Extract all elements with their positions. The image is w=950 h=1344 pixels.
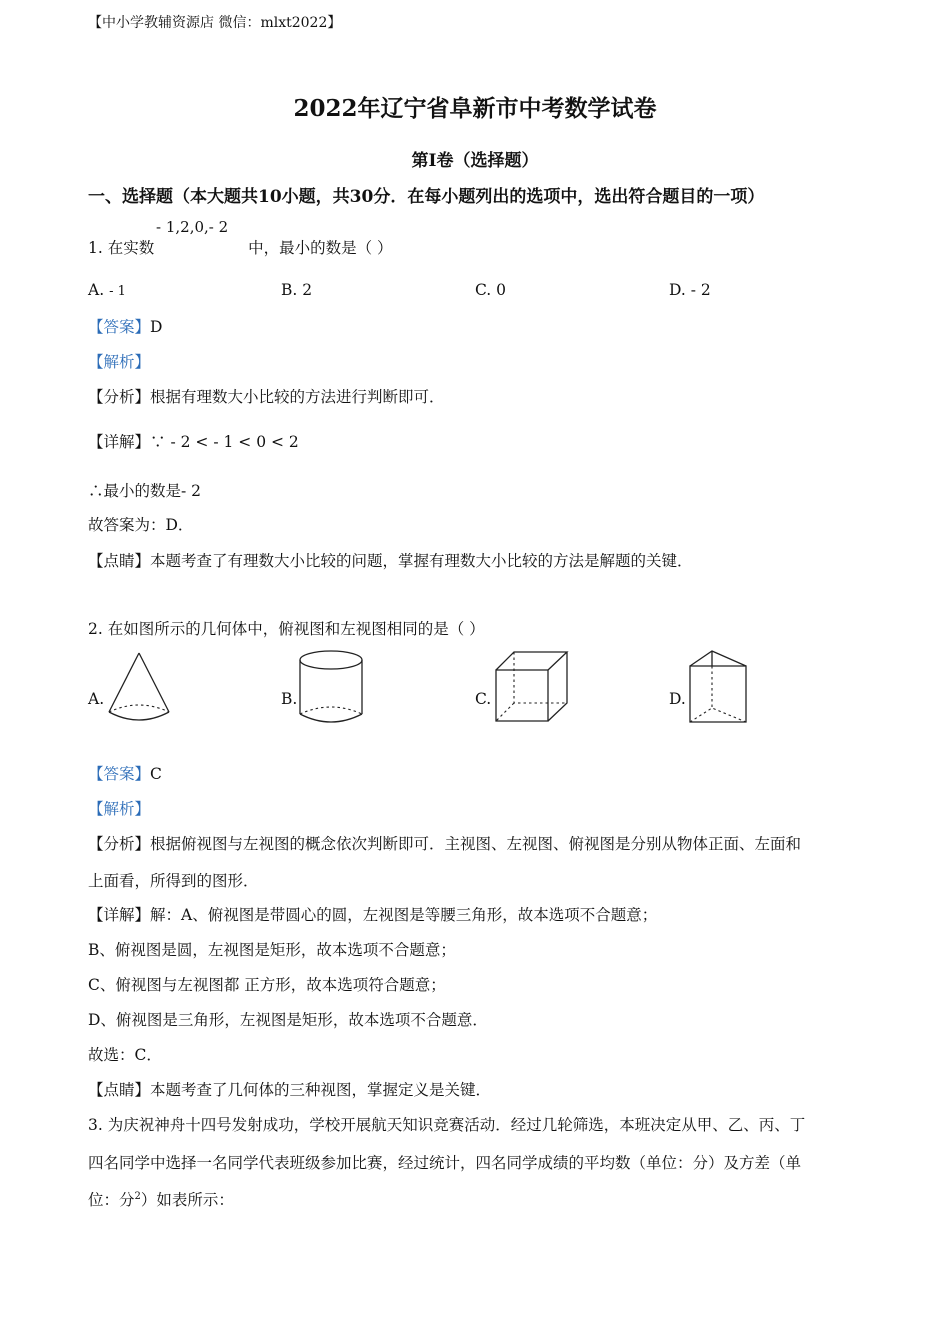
q2-option-a-label: A. [88,690,105,708]
q2-analysis-tag: 【解析】 [88,800,151,818]
q1-therefore [88,479,201,501]
q1-answer-tag: 【答案】 [88,318,151,336]
q2-detail-tag: 【详解】 [88,906,151,924]
q1-option-d-value: - 2 [690,281,711,299]
q2-answer-value: C [150,765,162,783]
cube-icon [492,649,572,725]
q2-conclusion: 故选：C． [88,1046,162,1064]
q1-option-d [669,281,711,299]
q2-detail-d: D、俯视图是三角形，左视图是矩形，故本选项不合题意． [88,1011,488,1029]
volume-subtitle: 第I卷（选择题） [411,151,539,171]
q1-suffix: 中，最小的数是（ ） [248,239,393,257]
q3-line3-pre: 位：分 [88,1191,135,1209]
q1-analysis-tag: 【解析】 [88,353,151,371]
q2-detail-c: C、俯视图与左视图都 正方形，故本选项符合题意； [88,976,446,994]
cone-icon [104,650,176,724]
q2-detail-a-text: 解：A、俯视图是带圆心的圆，左视图是等腰三角形，故本选项不合题意； [150,906,658,924]
q1-comment [88,549,693,571]
q2-stem: 2. 在如图所示的几何体中，俯视图和左视图相同的是（ ） [88,620,485,638]
q1-fenxi-tag: 【分析】 [88,388,151,406]
q2-comment [88,1078,491,1100]
q1-fenxi [88,385,445,407]
q1-answer [88,315,162,337]
q1-prefix: 1. 在实数 [88,239,155,257]
q1-option-b-label: B. [281,281,298,299]
q1-option-b [281,281,312,299]
q2-detail-b: B、俯视图是圆，左视图是矩形，故本选项不合题意； [88,941,456,959]
q1-comment-text: 本题考查了有理数大小比较的问题，掌握有理数大小比较的方法是解题的关键． [150,552,693,570]
q1-detail-tag: 【详解】 [88,433,151,451]
q1-option-b-value: 2 [302,281,313,299]
header-note: 【中小学教辅资源店 微信：mlxt2022】 [88,15,342,31]
q1-fenxi-text: 根据有理数大小比较的方法进行判断即可． [150,388,445,406]
q2-answer [88,762,162,784]
q3-line1: 3. 为庆祝神舟十四号发射成功，学校开展航天知识竞赛活动．经过几轮筛选，本班决定从甲、乙、丙、丁 [88,1116,806,1134]
q1-comment-tag: 【点睛】 [88,552,151,570]
q1-option-a-value: - 1 [109,284,126,299]
q3-line3-post: ）如表所示： [140,1191,234,1209]
q3-line3-sup: 2 [134,1190,141,1202]
cylinder-icon [297,648,369,726]
q1-option-c-label: C. [475,281,492,299]
section-heading: 一、选择题（本大题共10小题，共30分．在每小题列出的选项中，选出符合题目的一项） [88,187,765,207]
q1-stem [88,236,393,258]
q2-fenxi-text1: 根据俯视图与左视图的概念依次判断即可．主视图、左视图、俯视图是分别从物体正面、左面和 [150,835,802,853]
q3-line2: 四名同学中选择一名同学代表班级参加比赛，经过统计，四名同学成绩的平均数（单位：分）及方差（单 [88,1154,802,1172]
q1-conclusion: 故答案为：D． [88,516,194,534]
q1-numbers: - 1,2,0,- 2 [156,218,229,236]
q1-therefore-value: - 2 [181,482,202,500]
q1-option-c-value: 0 [496,281,507,299]
page-title: 2022年辽宁省阜新市中考数学试卷 [293,95,657,122]
triangular-prism-icon [686,648,752,726]
q2-answer-tag: 【答案】 [88,765,151,783]
q1-because: ∵ [150,433,166,451]
q2-comment-text: 本题考查了几何体的三种视图，掌握定义是关键． [150,1081,492,1099]
q2-fenxi-tag: 【分析】 [88,835,151,853]
q2-comment-tag: 【点睛】 [88,1081,151,1099]
q3-line3 [88,1188,234,1210]
q2-option-d-label: D. [669,690,686,708]
q1-option-a-label: A. [88,281,105,299]
q1-option-a [88,281,126,299]
q1-detail [88,430,299,452]
q2-option-b-label: B. [281,690,298,708]
q2-fenxi-line2: 上面看，所得到的图形． [88,872,259,890]
q2-fenxi-line1 [88,832,801,854]
q1-therefore-text: ∴最小的数是 [88,482,182,500]
q1-option-d-label: D. [669,281,686,299]
q2-detail-a [88,903,657,925]
q2-option-c-label: C. [475,690,492,708]
q1-answer-value: D [150,318,163,336]
q1-detail-expr: - 2 < - 1 < 0 < 2 [170,433,299,451]
q1-option-c [475,281,506,299]
